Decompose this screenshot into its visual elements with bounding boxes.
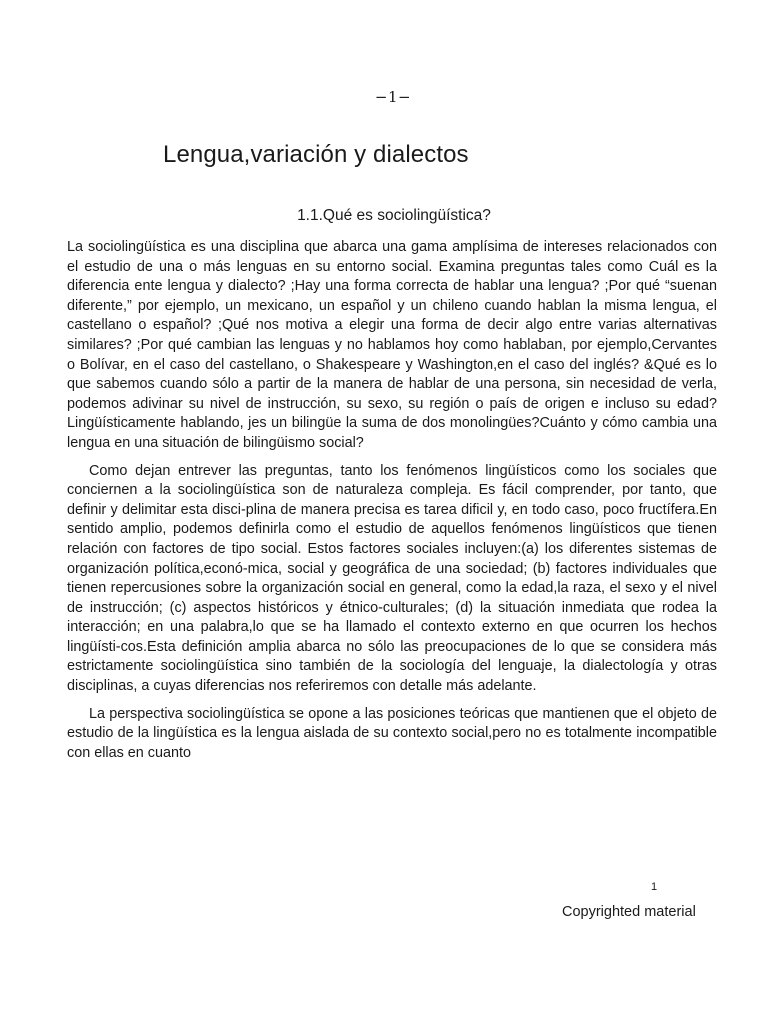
page-number: 1 [651, 881, 658, 893]
paragraph-3: La perspectiva sociolingüística se opone a las posiciones teóricas que mantienen que el objeto de estudio de la lingüística es la lengua aislada de su contexto social,pero no es totalmente incompatible con ellas en cuanto [67, 705, 717, 761]
copyright-notice: Copyrighted material [562, 904, 696, 920]
page-marker: −1− [374, 88, 412, 106]
paragraph-2: Como dejan entrever las preguntas, tanto los fenómenos lingüísticos como los sociales que conciernen a la sociolingüística son de naturaleza compleja. Es fácil comprender, por tanto, que definir y delimitar esta disci-plina de manera precisa es tarea dificil y, en todo caso, poco fructífera.En sentido amplio, podemos definirla como el estudio de aquellos fenómenos lingüísticos que tienen relación con factores de tipo social. Estos factores sociales incluyen:(a) los diferentes sistemas de organización política,econó-mica, social y geográfica de una sociedad; (b) factores individuales que tienen repercusiones sobre la organización social en general, como la edad,la raza, el sexo y el nivel de instrucción; (c) aspectos históricos y étnico-culturales; (d) la situación inmediata que rodea la interacción; en una palabra,lo que se ha llamado el contexto externo en que ocurren los hechos lingüísti-cos.Esta definición amplia abarca no sólo las preocupaciones de lo que se considera más estrictamente sociolingüística sino también de la sociología del lenguaje, la dialectología y otras disciplinas, a cuyas diferencias nos referiremos con detalle más adelante. [67, 462, 717, 695]
paragraph-1: La sociolingüística es una disciplina que abarca una gama amplísima de intereses relacionados con el estudio de una o más lenguas en su entorno social. Examina preguntas tales como Cuál es la diferencia ente lengua y dialecto? ;Hay una forma correcta de hablar una lengua? ;Por qué “suenan diferente,” por ejemplo, un mexicano, un español y un chileno cuando hablan la misma lengua, el castellano o español? ;Qué nos motiva a elegir una forma de decir algo entre varias alternativas similares? ;Por qué cambian las lenguas y no hablamos hoy como hablaban, por ejemplo,Cervantes o Bolívar, en el caso del castellano, o Shakespeare y Washington,en el caso del inglés? &Qué es lo que sabemos cuando sólo a partir de la manera de hablar de una persona, sin necesidad de verla, podemos adivinar su nivel de instrucción, su sexo, su región o país de origen e incluso su edad?Lingüísticamente hablando, jes un bilingüe la suma de dos monolingües?Cuánto y cómo cambia una lengua en una situación de bilingüismo social? [67, 239, 717, 451]
body-text [67, 238, 717, 771]
section-title: 1.1.Qué es sociolingüística? [297, 207, 491, 224]
chapter-title: Lengua,variación y dialectos [163, 141, 469, 168]
